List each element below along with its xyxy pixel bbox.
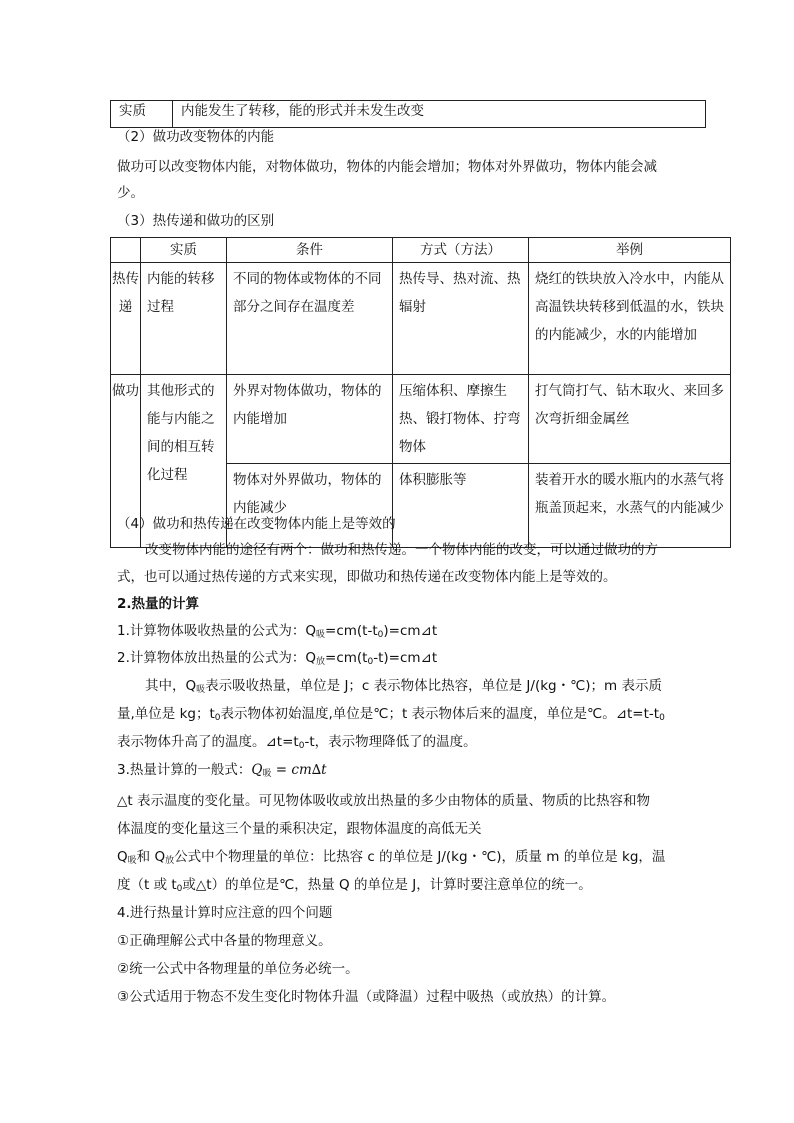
explanation-line2: 量,单位是 kg；$t_0$表示物体初始温度,单位是℃；t 表示物体后来的温度，单位是℃。$⊿t=t-t_0$: [117, 706, 665, 723]
section-3-title: （3）热传递和做功的区别: [117, 213, 275, 229]
paragraph-5-line1: △t 表示温度的变化量。可见物体吸收或放出热量的多少由物体的质量、物质的比热容和物: [117, 793, 650, 809]
section-4-line1: 改变物体内能的途径有两个：做功和热传递。一个物体内能的改变，可以通过做功的方: [145, 542, 658, 558]
cell-method: 压缩体积、摩擦生热、锻打物体、拧弯物体: [393, 375, 529, 464]
cell-condition: 物体对外界做功，物体的内能减少: [227, 464, 393, 548]
explanation-line1: 其中，$Q_吸$表示吸收热量，单位是 J；c 表示物体比热容，单位是 J/(kg・℃)；m 表示质: [145, 678, 662, 695]
heading-heat-calculation: 2.热量的计算: [117, 596, 200, 612]
header-cell-example: 举例: [529, 238, 731, 263]
section-2-paragraph-line2: 少。: [117, 185, 144, 201]
formula-absorb: 1.计算物体吸收热量的公式为：$Q_吸=cm(t-t_0)=cm⊿t$: [117, 623, 438, 640]
explanation-line3: 表示物体升高了的温度。$⊿t=t_0-t$，表示物理降低了的温度。: [117, 734, 477, 751]
paragraph-6-line1: $Q_吸$和 $Q_放$公式中个物理量的单位：比热容 c 的单位是 J/(kg・℃)，质量 m 的单位是 kg，温: [117, 849, 666, 866]
section-4-line2: 式，也可以通过热传递的方式来实现，即做功和热传递在改变物体内能上是等效的。: [117, 569, 617, 585]
row-head-work: 做功: [111, 375, 141, 548]
cell-example: 装着开水的暖水瓶内的水蒸气将瓶盖顶起来，水蒸气的内能减少: [529, 464, 731, 548]
header-cell-essence: 实质: [141, 238, 227, 263]
paragraph-5-line2: 体温度的变化量这三个量的乘积决定，跟物体温度的高低无关: [117, 821, 482, 837]
essence-text: 内能发生了转移，能的形式并未发生改变: [181, 103, 424, 119]
cell-condition: 外界对物体做功，物体的内能增加: [227, 375, 393, 464]
table-header-row: [111, 238, 731, 263]
general-formula: 3.热量计算的一般式：$Q_吸 = cm\Delta t$: [117, 762, 327, 779]
table-row: [111, 263, 731, 375]
list-item: ①正确理解公式中各量的物理意义。: [117, 933, 332, 949]
list-item: ③公式适用于物态不发生变化时物体升温（或降温）过程中吸热（或放热）的计算。: [117, 989, 616, 1005]
comparison-table: [110, 237, 731, 548]
header-cell-empty: [111, 238, 141, 263]
section-4-title: （4）做功和热传递在改变物体内能上是等效的: [117, 516, 396, 532]
essence-label: 实质: [111, 101, 173, 127]
paragraph-6-line2: 度（t 或 $t_0$或△t）的单位是℃，热量 Q 的单位是 J，计算时要注意单位的统一。: [117, 877, 592, 894]
cell-essence: 其他形式的能与内能之间的相互转化过程: [141, 375, 227, 548]
cell-method: 体积膨胀等: [393, 464, 529, 548]
header-cell-condition: 条件: [227, 238, 393, 263]
header-cell-method: 方式（方法）: [393, 238, 529, 263]
essence-table: [110, 100, 706, 128]
cell-example: 打气筒打气、钻木取火、来回多次弯折细金属丝: [529, 375, 731, 464]
table-row: [111, 375, 731, 464]
cell-method: 热传导、热对流、热辐射: [393, 263, 529, 375]
cell-example: 烧红的铁块放入冷水中，内能从高温铁块转移到低温的水，铁块的内能减少，水的内能增加: [529, 263, 731, 375]
section-2-paragraph-line1: 做功可以改变物体内能，对物体做功，物体的内能会增加；物体对外界做功，物体内能会减: [117, 159, 657, 175]
formula-release: 2.计算物体放出热量的公式为：$Q_放=cm(t_0-t)=cm⊿t$: [117, 650, 438, 667]
cell-essence: 内能的转移过程: [141, 263, 227, 375]
heading-four-issues: 4.进行热量计算时应注意的四个问题: [117, 905, 333, 921]
section-2-title: （2）做功改变物体的内能: [117, 129, 275, 145]
list-item: ②统一公式中各物理量的单位务必统一。: [117, 961, 359, 977]
cell-condition: 不同的物体或物体的不同部分之间存在温度差: [227, 263, 393, 375]
row-head-heat-transfer: 热传递: [111, 263, 141, 375]
